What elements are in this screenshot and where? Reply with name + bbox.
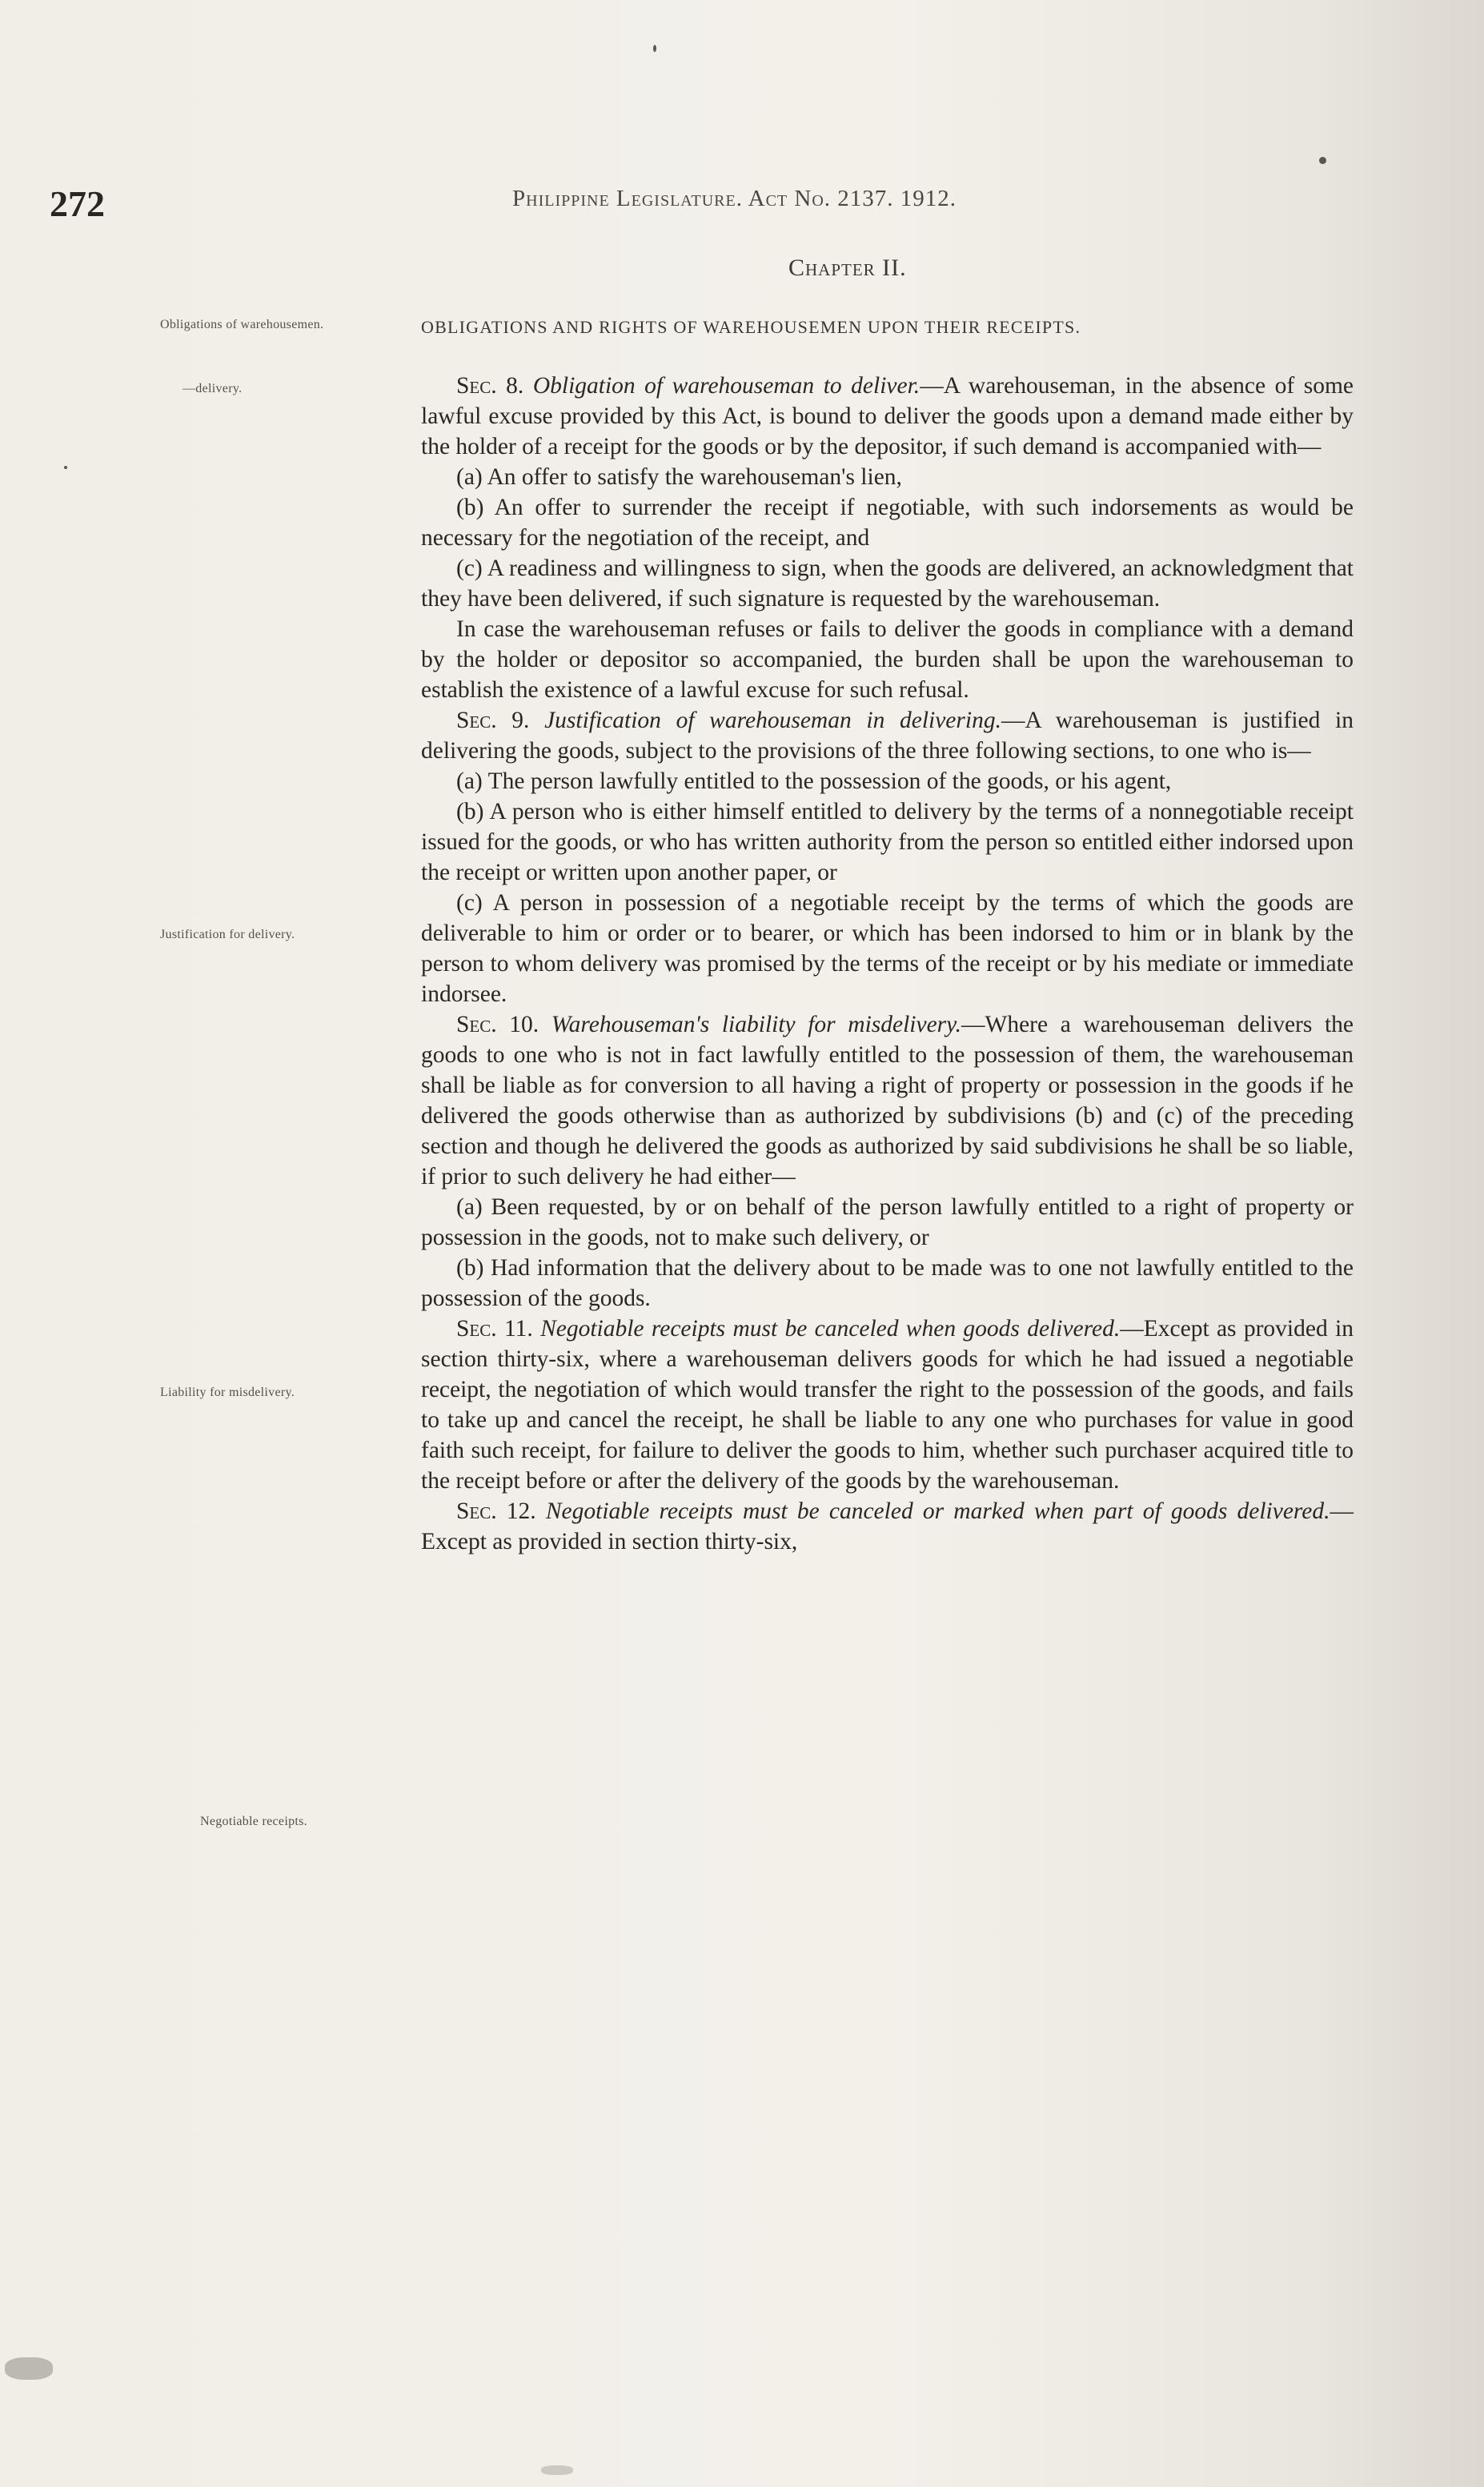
- section-body: —Except as provided in section thirty-six,: [421, 1498, 1354, 1554]
- margin-note-justification: Justification for delivery.: [160, 928, 295, 941]
- clause-b: (b) A person who is either himself entitled to delivery by the terms of a nonnegotiable receipt issued for the goods, or who has written authority from the person so entitled either indorsed upon the receipt or written upon another paper, or: [421, 799, 1354, 885]
- chapter-subtitle: OBLIGATIONS AND RIGHTS OF WAREHOUSEMEN UPON THEIR RECEIPTS.: [421, 317, 1081, 337]
- section-11: [421, 1314, 1354, 1496]
- clause-c: (c) A readiness and willingness to sign, when the goods are delivered, an acknowledgment that they have been delivered, if such signature is requested by the warehouseman.: [421, 556, 1354, 612]
- clause-b: (b) Had information that the delivery about to be made was to one not lawfully entitled to the possession of the goods.: [421, 1255, 1354, 1311]
- chapter-title: Chapter II.: [788, 255, 907, 281]
- section-title: Justification of warehouseman in delivering.: [544, 708, 1001, 733]
- section-body: —A warehouseman is justified in delivering the goods, subject to the provisions of the three following sections, to one who is—: [421, 708, 1354, 764]
- section-title: Negotiable receipts must be canceled or marked when part of goods delivered.: [545, 1498, 1330, 1524]
- section-12: [421, 1496, 1354, 1557]
- clause-a: (a) Been requested, by or on behalf of the person lawfully entitled to a right of property or possession in the goods, not to make such delivery, or: [421, 1194, 1354, 1250]
- scan-speck: [653, 45, 656, 52]
- section-label: Sec. 9.: [456, 708, 530, 733]
- margin-note-obligations: Obligations of warehousemen.: [160, 318, 324, 331]
- scan-speck: [541, 2465, 573, 2475]
- section-title: Obligation of warehouseman to deliver.: [532, 373, 920, 399]
- page-number: 272: [50, 183, 105, 224]
- running-head: Philippine Legislature. Act No. 2137. 1912.: [512, 186, 957, 211]
- section-10: [421, 1009, 1354, 1192]
- section-title: Negotiable receipts must be canceled when goods delivered.: [540, 1316, 1121, 1342]
- margin-note-delivery: —delivery.: [182, 382, 243, 395]
- margin-note-liability: Liability for misdelivery.: [160, 1386, 295, 1399]
- clause-a: (a) The person lawfully entitled to the possession of the goods, or his agent,: [456, 768, 1172, 794]
- margin-note-negotiable: Negotiable receipts.: [200, 1815, 307, 1828]
- section-label: Sec. 10.: [456, 1012, 539, 1037]
- text-column: [421, 371, 1354, 1557]
- clause-b: (b) An offer to surrender the receipt if negotiable, with such indorsements as would be necessary for the negotiation of the receipt, and: [421, 495, 1354, 551]
- section-8: [421, 371, 1354, 462]
- scan-speck: [5, 2357, 53, 2380]
- section-body: —A warehouseman, in the absence of some lawful excuse provided by this Act, is bound to deliver the goods upon a demand made either by the holder of a receipt for the goods or by the depositor, if such demand is accompanied with—: [421, 373, 1354, 459]
- section-label: Sec. 12.: [456, 1498, 536, 1524]
- section-body: —Except as provided in section thirty-six, where a warehouseman delivers goods for which he had issued a negotiable receipt, the negotiation of which would transfer the right to the possession of the goods, and fails to take up and cancel the receipt, he shall be liable to any one who purchases for value in good faith such receipt, for failure to deliver the goods to him, whether such purchaser acquired title to the receipt before or after the delivery of the goods by the warehouseman.: [421, 1316, 1354, 1494]
- section-body: —Where a warehouseman delivers the goods to one who is not in fact lawfully entitled to the possession of them, the warehouseman shall be liable as for conversion to all having a right of property or possession in the goods if he delivered the goods otherwise than as authorized by subdivisions (b) and (c) of the preceding section and though he delivered the goods as authorized by said subdivisions he shall be so liable, if prior to such delivery he had either—: [421, 1012, 1354, 1189]
- section-9: [421, 705, 1354, 766]
- clause-a: (a) An offer to satisfy the warehouseman's lien,: [456, 464, 902, 490]
- section-label: Sec. 11.: [456, 1316, 533, 1342]
- paragraph: In case the warehouseman refuses or fails to deliver the goods in compliance with a demand by the holder or depositor so accompanied, the burden shall be upon the warehouseman to establish the existence of a lawful excuse for such refusal.: [421, 616, 1354, 703]
- scan-speck: [64, 466, 67, 469]
- scan-speck: [1319, 157, 1326, 164]
- clause-c: (c) A person in possession of a negotiable receipt by the terms of which the goods are deliverable to him or order or to bearer, or which has been indorsed to him or in blank by the person to whom delivery was promised by the terms of the receipt or by his mediate or immediate indorsee.: [421, 890, 1354, 1007]
- section-title: Warehouseman's liability for misdelivery.: [551, 1012, 961, 1037]
- section-label: Sec. 8.: [456, 373, 524, 399]
